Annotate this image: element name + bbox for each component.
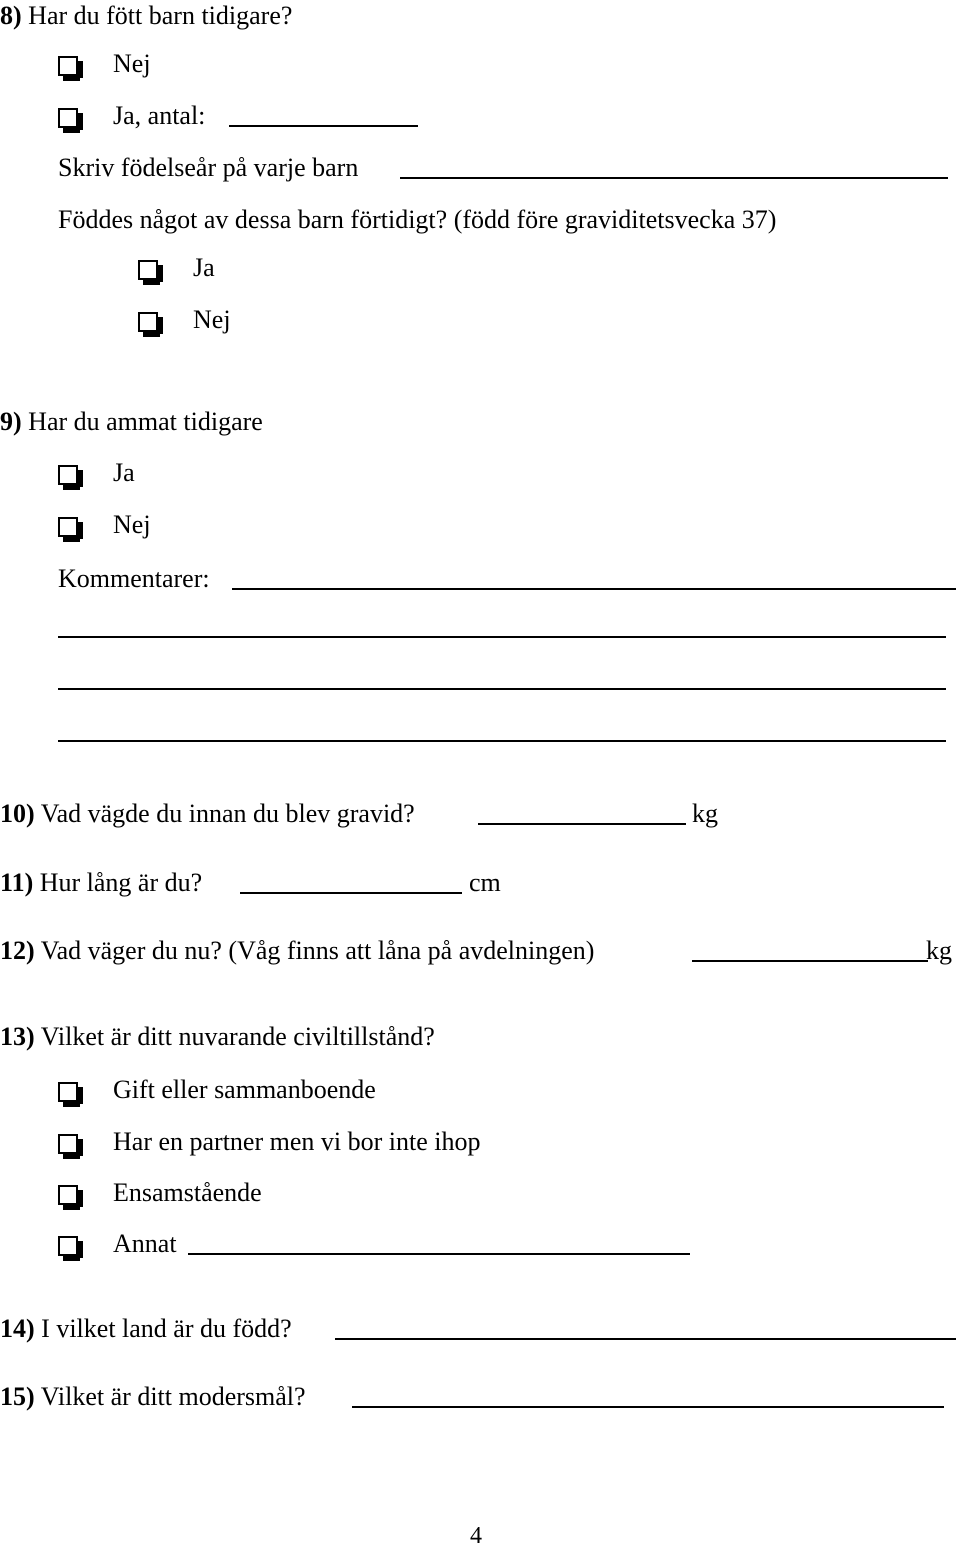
q8-preterm-nej-label: Nej bbox=[193, 305, 231, 334]
q13-option-single-label: Ensamstående bbox=[113, 1178, 262, 1207]
q11-heading bbox=[0, 867, 202, 899]
q14-heading bbox=[0, 1313, 292, 1345]
q15-language-field[interactable] bbox=[352, 1406, 944, 1408]
page-number: 4 bbox=[470, 1523, 482, 1549]
q9-heading bbox=[0, 406, 263, 438]
q8-preterm-ja-label: Ja bbox=[193, 253, 215, 282]
q15-heading bbox=[0, 1381, 306, 1413]
q8-number: 8) bbox=[0, 1, 22, 30]
q13-option-married-label: Gift eller sammanboende bbox=[113, 1075, 376, 1104]
q8-count-field[interactable] bbox=[229, 125, 418, 127]
q10-number: 10) bbox=[0, 799, 35, 828]
q9-comments-label: Kommentarer: bbox=[58, 564, 210, 593]
q13-other-field[interactable] bbox=[188, 1253, 690, 1255]
q8-heading bbox=[0, 0, 292, 32]
q12-number: 12) bbox=[0, 936, 35, 965]
q9-comments-line-1[interactable] bbox=[232, 588, 956, 590]
q11-height-field[interactable] bbox=[240, 892, 462, 894]
q8-question: Har du fött barn tidigare? bbox=[28, 1, 293, 30]
q8-option-nej-checkbox[interactable] bbox=[58, 56, 78, 76]
q15-question: Vilket är ditt modersmål? bbox=[40, 1382, 306, 1411]
q14-country-field[interactable] bbox=[335, 1338, 956, 1340]
q10-unit: kg bbox=[692, 799, 718, 828]
q9-option-nej-checkbox[interactable] bbox=[58, 517, 78, 537]
q8-birth-years-field[interactable] bbox=[400, 177, 948, 179]
q15-number: 15) bbox=[0, 1382, 35, 1411]
q14-number: 14) bbox=[0, 1314, 35, 1343]
q11-unit: cm bbox=[469, 868, 501, 897]
q13-option-partner-label: Har en partner men vi bor inte ihop bbox=[113, 1127, 481, 1156]
q10-question: Vad vägde du innan du blev gravid? bbox=[40, 799, 415, 828]
q9-option-ja-label: Ja bbox=[113, 458, 135, 487]
q13-option-single-checkbox[interactable] bbox=[58, 1185, 78, 1205]
q9-comments-line-2[interactable] bbox=[58, 636, 946, 638]
q13-question: Vilket är ditt nuvarande civiltillstånd? bbox=[40, 1022, 435, 1051]
q8-preterm-nej-checkbox[interactable] bbox=[138, 312, 158, 332]
q12-weight-field[interactable] bbox=[692, 960, 928, 962]
q12-heading bbox=[0, 935, 594, 967]
q12-question: Vad väger du nu? (Våg finns att låna på avdelningen) bbox=[40, 936, 595, 965]
q13-option-married-checkbox[interactable] bbox=[58, 1082, 78, 1102]
q9-option-ja-checkbox[interactable] bbox=[58, 465, 78, 485]
q8-preterm-question: Föddes något av dessa barn förtidigt? (född före graviditetsvecka 37) bbox=[58, 205, 777, 234]
q9-comments-line-4[interactable] bbox=[58, 740, 946, 742]
q11-question: Hur lång är du? bbox=[39, 868, 203, 897]
q8-option-ja-label: Ja, antal: bbox=[113, 101, 206, 130]
q13-option-partner-checkbox[interactable] bbox=[58, 1134, 78, 1154]
q11-number: 11) bbox=[0, 868, 34, 897]
q13-option-other-label: Annat bbox=[113, 1229, 177, 1258]
q8-preterm-ja-checkbox[interactable] bbox=[138, 260, 158, 280]
q8-option-nej-label: Nej bbox=[113, 49, 151, 78]
q10-weight-field[interactable] bbox=[478, 823, 686, 825]
q9-comments-line-3[interactable] bbox=[58, 688, 946, 690]
q10-heading bbox=[0, 798, 415, 830]
q13-number: 13) bbox=[0, 1022, 35, 1051]
q9-question: Har du ammat tidigare bbox=[28, 407, 263, 436]
q12-unit: kg bbox=[926, 936, 952, 965]
q9-number: 9) bbox=[0, 407, 22, 436]
q8-birth-years-label: Skriv födelseår på varje barn bbox=[58, 153, 359, 182]
q14-question: I vilket land är du född? bbox=[41, 1314, 292, 1343]
q13-heading bbox=[0, 1021, 435, 1053]
q13-option-other-checkbox[interactable] bbox=[58, 1236, 78, 1256]
q8-option-ja-checkbox[interactable] bbox=[58, 108, 78, 128]
q9-option-nej-label: Nej bbox=[113, 510, 151, 539]
